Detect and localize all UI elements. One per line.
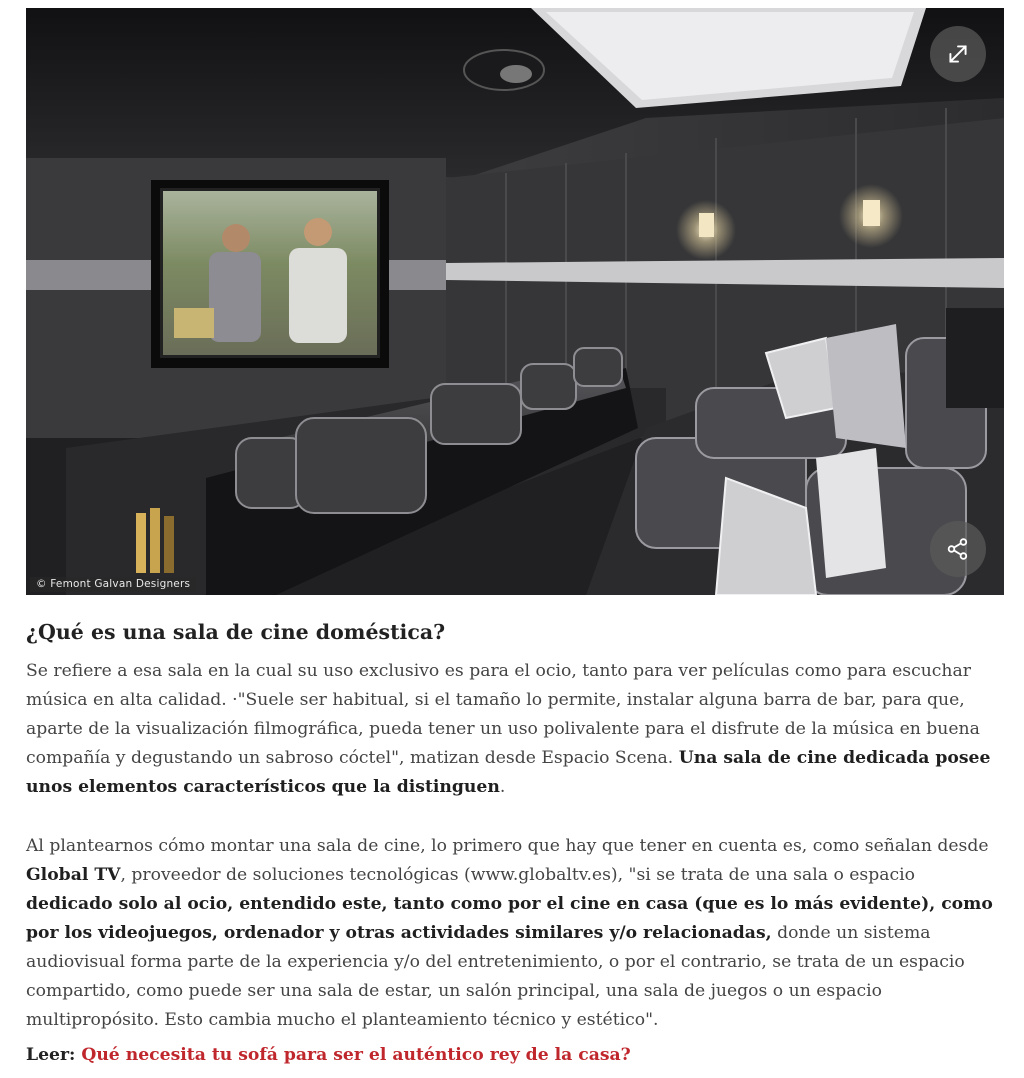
section-heading: ¿Qué es una sala de cine doméstica? xyxy=(26,620,446,644)
paragraph-intro-text: Se refiere a esa sala en la cual su uso exclusivo es para el ocio, tanto para ver películas como para escuchar música en alta calidad. ·"Suele ser habitual, si el tamaño lo permite, instalar alguna barra de bar, para que, aparte de la visualización filmográfica, pueda tener un uso polivalente para el disfrute de la música en buena compañía y degustando un sabroso cóctel", matizan desde Espacio Scena. xyxy=(26,661,980,768)
paragraph-text-3: donde un sistema audiovisual forma parte de la experiencia y/o del entretenimiento, o por el contrario, se trata de un espacio compartido, como puede ser una sala de estar, un salón principal, una sala de juegos o un espacio multipropósito. Esto cambia mucho el planteamiento técnico y estético". xyxy=(26,923,965,1030)
paragraph-text-1: Al plantearnos cómo montar una sala de cine, lo primero que hay que tener en cuenta es, como señalan desde xyxy=(26,836,989,856)
share-icon xyxy=(945,536,971,562)
read-more xyxy=(26,1041,1006,1070)
image-credit: © Femont Galvan Designers xyxy=(30,577,196,592)
paragraph-global-tv xyxy=(26,832,1006,1035)
share-button[interactable] xyxy=(930,521,986,577)
global-tv-bold: Global TV xyxy=(26,865,121,885)
read-more-label: Leer: xyxy=(26,1045,76,1065)
article-body xyxy=(26,617,1006,1070)
home-cinema-photo xyxy=(26,8,1004,595)
read-more-link[interactable]: Qué necesita tu sofá para ser el auténtico rey de la casa? xyxy=(81,1045,631,1065)
paragraph-intro-bold: Una sala de cine dedicada posee unos elementos característicos que la distinguen xyxy=(26,748,991,797)
paragraph-bold-2: dedicado solo al ocio, entendido este, tanto como por el cine en casa (que es lo más evidente), como por los videojuegos, ordenador y otras actividades similares y/o relacionadas, xyxy=(26,894,993,943)
hero-image xyxy=(26,8,1004,595)
paragraph-intro-end: . xyxy=(499,777,506,797)
paragraph-intro xyxy=(26,657,1006,802)
expand-icon xyxy=(945,41,971,67)
paragraph-text-2: , proveedor de soluciones tecnológicas (www.globaltv.es), "si se trata de una sala o espacio xyxy=(120,865,915,885)
expand-button[interactable] xyxy=(930,26,986,82)
